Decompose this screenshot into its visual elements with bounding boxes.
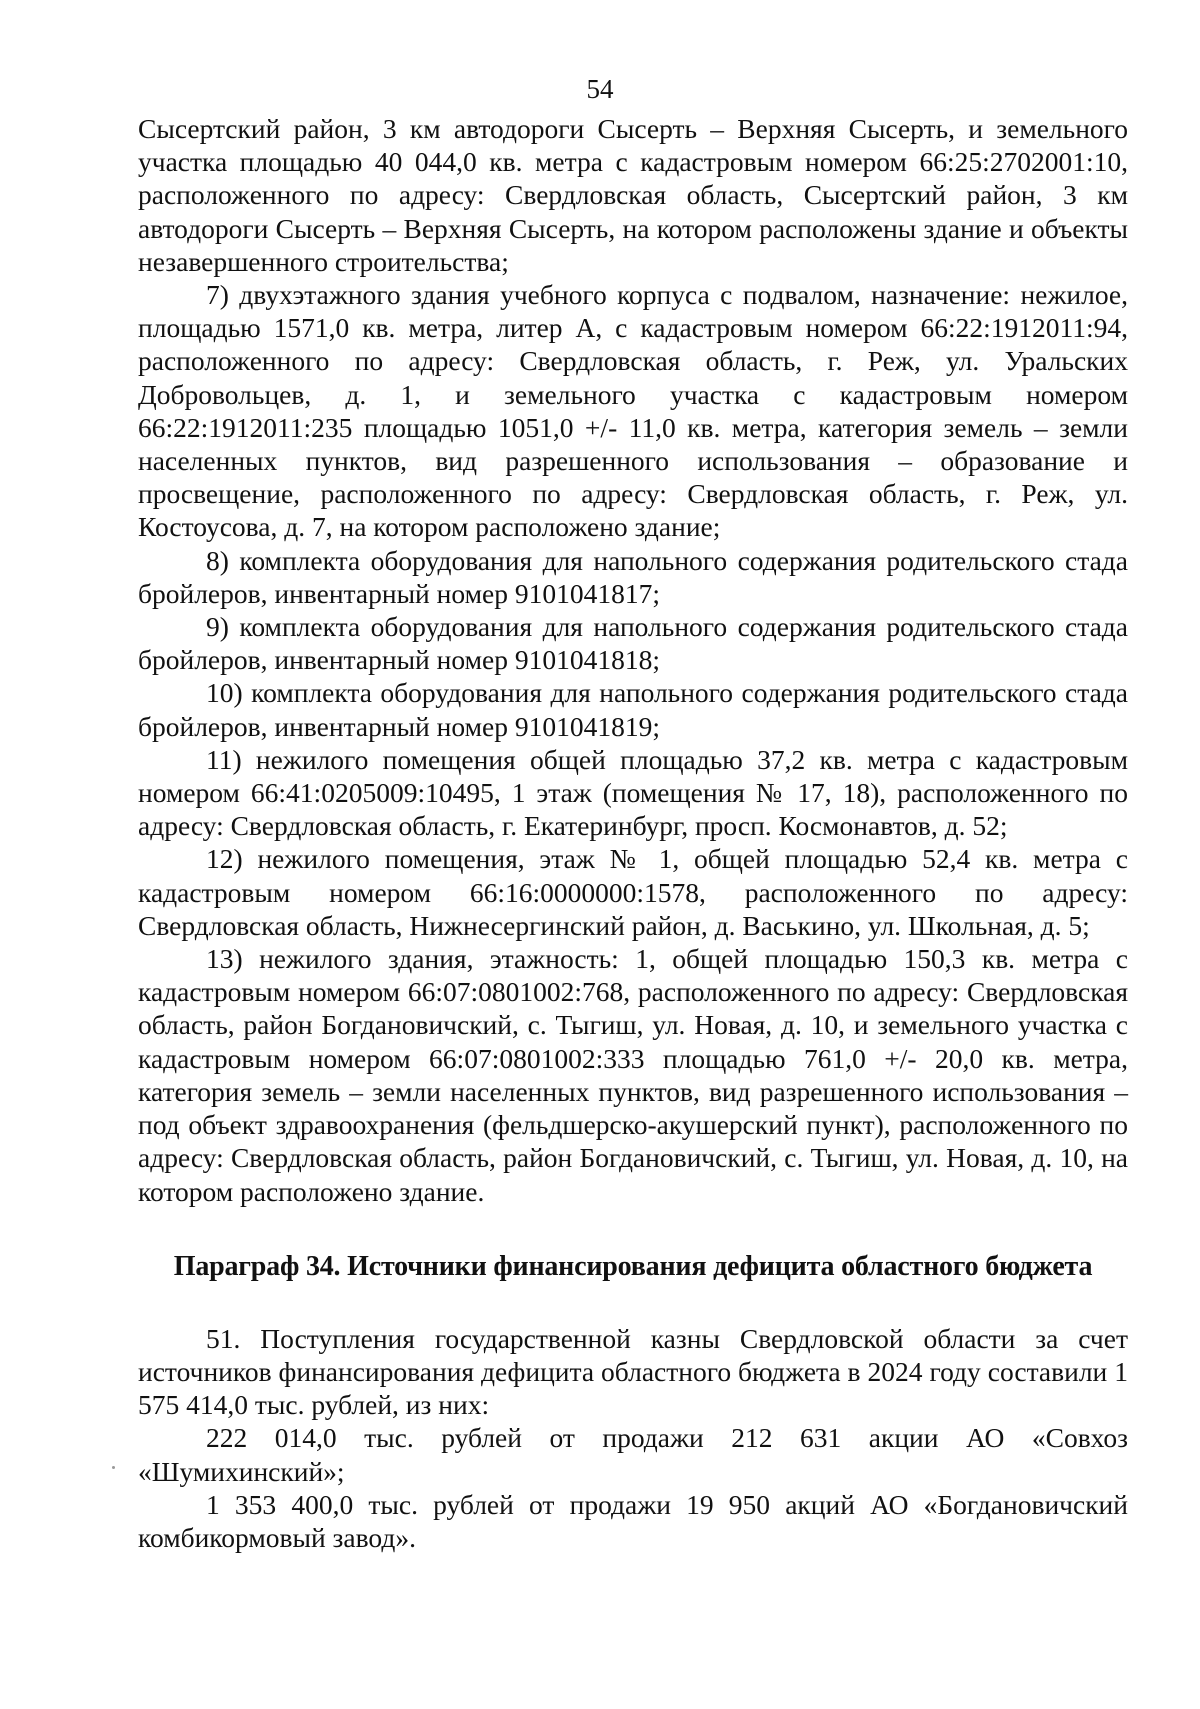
page-number: 54: [586, 74, 614, 104]
paragraph-sale-sovkhoz: 222 014,0 тыс. рублей от продажи 212 631 акции АО «Совхоз «Шумихинский»;: [138, 1422, 1128, 1487]
scan-speck: [112, 1466, 115, 1469]
paragraph-item-10: 10) комплекта оборудования для напольного содержания родительского стада бройлеров, инвентарный номер 9101041819;: [138, 677, 1128, 742]
paragraph-clause-51: 51. Поступления государственной казны Свердловской области за счет источников финансирования дефицита областного бюджета в 2024 году составили 1 575 414,0 тыс. рублей, из них:: [138, 1322, 1128, 1421]
paragraph-item-9: 9) комплекта оборудования для напольного содержания родительского стада бройлеров, инвентарный номер 9101041818;: [138, 611, 1128, 676]
section-heading: Параграф 34. Источники финансирования дефицита областного бюджета: [173, 1250, 1093, 1282]
paragraph-continuation: Сысертский район, 3 км автодороги Сысерть – Верхняя Сысерть, и земельного участка площадью 40 044,0 кв. метра с кадастровым номером 66:25:2702001:10, расположенного по адресу: Свердловская область, Сысертский район, 3 км автодороги Сысерть – Верхняя Сысерть, на котором расположены здание и объекты незавершенного строительства;: [138, 113, 1128, 277]
paragraph-item-12: 12) нежилого помещения, этаж № 1, общей площадью 52,4 кв. метра с кадастровым номером 66:16:0000000:1578, расположенного по адресу: Свердловская область, Нижнесергинский район, д. Васькино, ул. Школьная, д. 5;: [138, 843, 1128, 941]
paragraph-item-7: 7) двухэтажного здания учебного корпуса с подвалом, назначение: нежилое, площадью 1571,0 кв. метра, литер А, с кадастровым номером 66:22:1912011:94, расположенного по адресу: Свердловская область, г. Реж, ул. Уральских Добровольцев, д. 1, и земельного участка с кадастровым номером 66:22:1912011:235 площадью 1051,0 +/- 11,0 кв. метра, категория земель – земли населенных пунктов, вид разрешенного использования – образование и просвещение, расположенного по адресу: Свердловская область, г. Реж, ул. Костоусова, д. 7, на котором расположено здание;: [138, 279, 1128, 543]
paragraph-sale-kombikorm: 1 353 400,0 тыс. рублей от продажи 19 950 акций АО «Богдановичский комбикормовый завод».: [138, 1488, 1128, 1553]
paragraph-item-8: 8) комплекта оборудования для напольного содержания родительского стада бройлеров, инвентарный номер 9101041817;: [138, 544, 1128, 609]
document-body: [138, 112, 1128, 1554]
paragraph-item-13: 13) нежилого здания, этажность: 1, общей площадью 150,3 кв. метра с кадастровым номером 66:07:0801002:768, расположенного по адресу: Свердловская область, район Богдановичский, с. Тыгиш, ул. Новая, д. 10, и земельного участка с кадастровым номером 66:07:0801002:333 площадью 761,0 +/- 20,0 кв. метра, категория земель – земли населенных пунктов, вид разрешенного использования – под объект здравоохранения (фельдшерско-акушерский пункт), расположенного по адресу: Свердловская область, район Богдановичский, с. Тыгиш, ул. Новая, д. 10, на котором расположено здание.: [138, 943, 1128, 1207]
paragraph-item-11: 11) нежилого помещения общей площадью 37,2 кв. метра с кадастровым номером 66:41:0205009:10495, 1 этаж (помещения № 17, 18), расположенного по адресу: Свердловская область, г. Екатеринбург, просп. Космонавтов, д. 52;: [138, 743, 1128, 842]
